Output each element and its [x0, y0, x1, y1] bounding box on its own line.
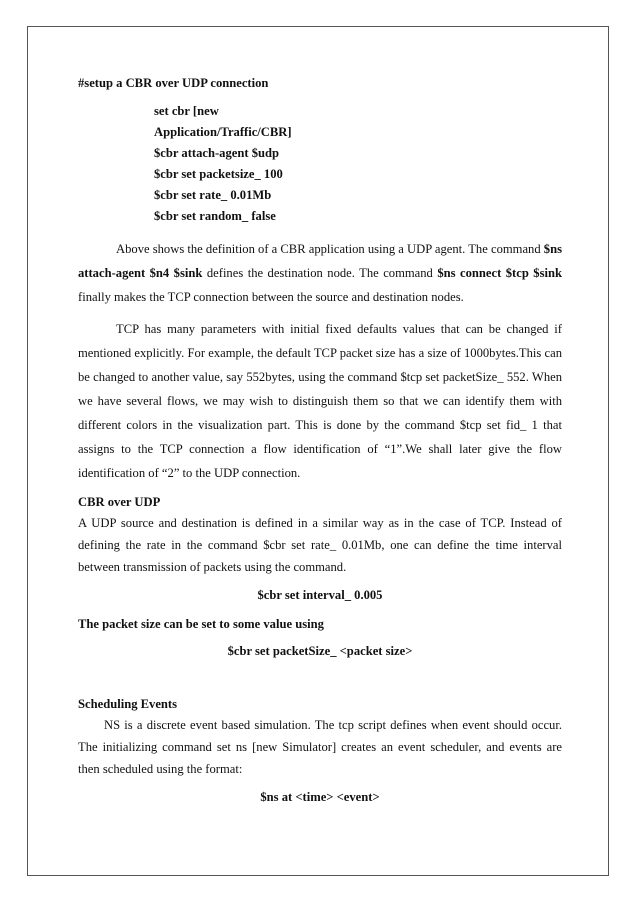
paragraph-udp-definition: A UDP source and destination is defined in a similar way as in the case of TCP. Instead of defining the rate in the command $cbr set rate_ 0.01Mb, one can define the time interval between transmission of packets using the command. [78, 516, 562, 574]
inline-command-attach-agent: $ns attach-agent $n4 $sink [78, 242, 562, 280]
text-run: defines the destination node. The command [202, 266, 438, 280]
code-line: $cbr attach-agent $udp [154, 146, 280, 160]
document-body [78, 76, 562, 805]
code-line: $cbr set packetsize_ 100 [154, 167, 283, 181]
paragraph-tcp-parameters: TCP has many parameters with initial fixed defaults values that can be changed if mentioned explicitly. For example, the default TCP packet size has a size of 1000bytes.This can be changed to another value, say 552bytes, using the command $tcp set packetSize_ 552. When we have several flows, we may wish to distinguish them so that we can identify them with different colors in the visualization part. This is done by the command $tcp set fid_ 1 that assigns to the TCP connection a flow identification of “1”.We shall later give the flow identification of “2” to the UDP connection. [78, 322, 562, 480]
text-run: finally makes the TCP connection between the source and destination nodes. [78, 290, 464, 304]
section-heading-cbr-over-udp: CBR over UDP [78, 495, 161, 509]
code-block-cbr-setup [154, 101, 562, 227]
paragraph-cbr-definition [78, 237, 562, 309]
inline-command-connect: $ns connect $tcp $sink [437, 266, 562, 280]
section-heading-cbr-udp-setup: #setup a CBR over UDP connection [78, 76, 269, 90]
paragraph-packet-size-note: The packet size can be set to some value using [78, 617, 324, 631]
command-cbr-interval: $cbr set interval_ 0.005 [257, 588, 383, 602]
text-run: Above shows the definition of a CBR application using a UDP agent. The command [116, 242, 544, 256]
command-cbr-packetsize: $cbr set packetSize_ <packet size> [227, 644, 413, 658]
section-heading-scheduling-events: Scheduling Events [78, 697, 178, 711]
command-ns-at: $ns at <time> <event> [260, 790, 380, 804]
code-line: Application/Traffic/CBR] [154, 125, 292, 139]
code-line: $cbr set random_ false [154, 209, 276, 223]
code-line: set cbr [new [154, 104, 219, 118]
paragraph-scheduling: NS is a discrete event based simulation. The tcp script defines when event should occur. The initializing command set ns [new Simulator] creates an event scheduler, and events are then scheduled using the format: [78, 718, 562, 776]
code-line: $cbr set rate_ 0.01Mb [154, 188, 272, 202]
